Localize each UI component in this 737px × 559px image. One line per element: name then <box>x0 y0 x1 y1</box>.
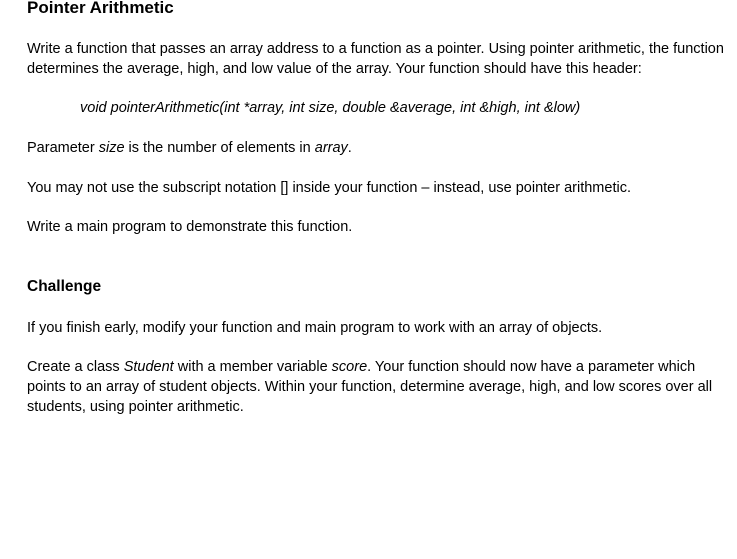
param-size-term: size <box>98 140 125 156</box>
intro-paragraph: Write a function that passes an array address to a function as a pointer. Using pointer arithmetic, the function determines the average, high, and low value of the array. Your function should have this header: <box>27 41 724 77</box>
no-subscript-paragraph: You may not use the subscript notation [] inside your function – instead, use pointer arithmetic. <box>27 180 631 196</box>
score-member-term: score <box>331 359 368 375</box>
challenge-detail-paragraph <box>27 357 727 417</box>
parameter-size-paragraph <box>27 138 727 158</box>
document-page <box>27 0 727 417</box>
param-array-term: array <box>314 140 348 156</box>
challenge-detail-part1: Create a class <box>27 359 124 375</box>
param-middle: is the number of elements in <box>124 140 315 156</box>
page-title: Pointer Arithmetic <box>27 0 174 17</box>
challenge-intro-paragraph: If you finish early, modify your function and main program to work with an array of objects. <box>27 320 603 336</box>
param-prefix: Parameter <box>27 140 99 156</box>
student-class-term: Student <box>123 359 174 375</box>
param-suffix: . <box>347 140 352 156</box>
challenge-detail-part3: . Your function should now have a parameter which points to an array of student objects. Within your function, determine average, high, and low scores over all students, using pointer arithmetic. <box>27 359 713 415</box>
challenge-heading: Challenge <box>27 278 102 295</box>
challenge-detail-part2: with a member variable <box>173 359 332 375</box>
main-program-paragraph: Write a main program to demonstrate this function. <box>27 219 353 235</box>
function-header-signature: void pointerArithmetic(int *array, int size, double &average, int &high, int &low) <box>80 100 581 116</box>
